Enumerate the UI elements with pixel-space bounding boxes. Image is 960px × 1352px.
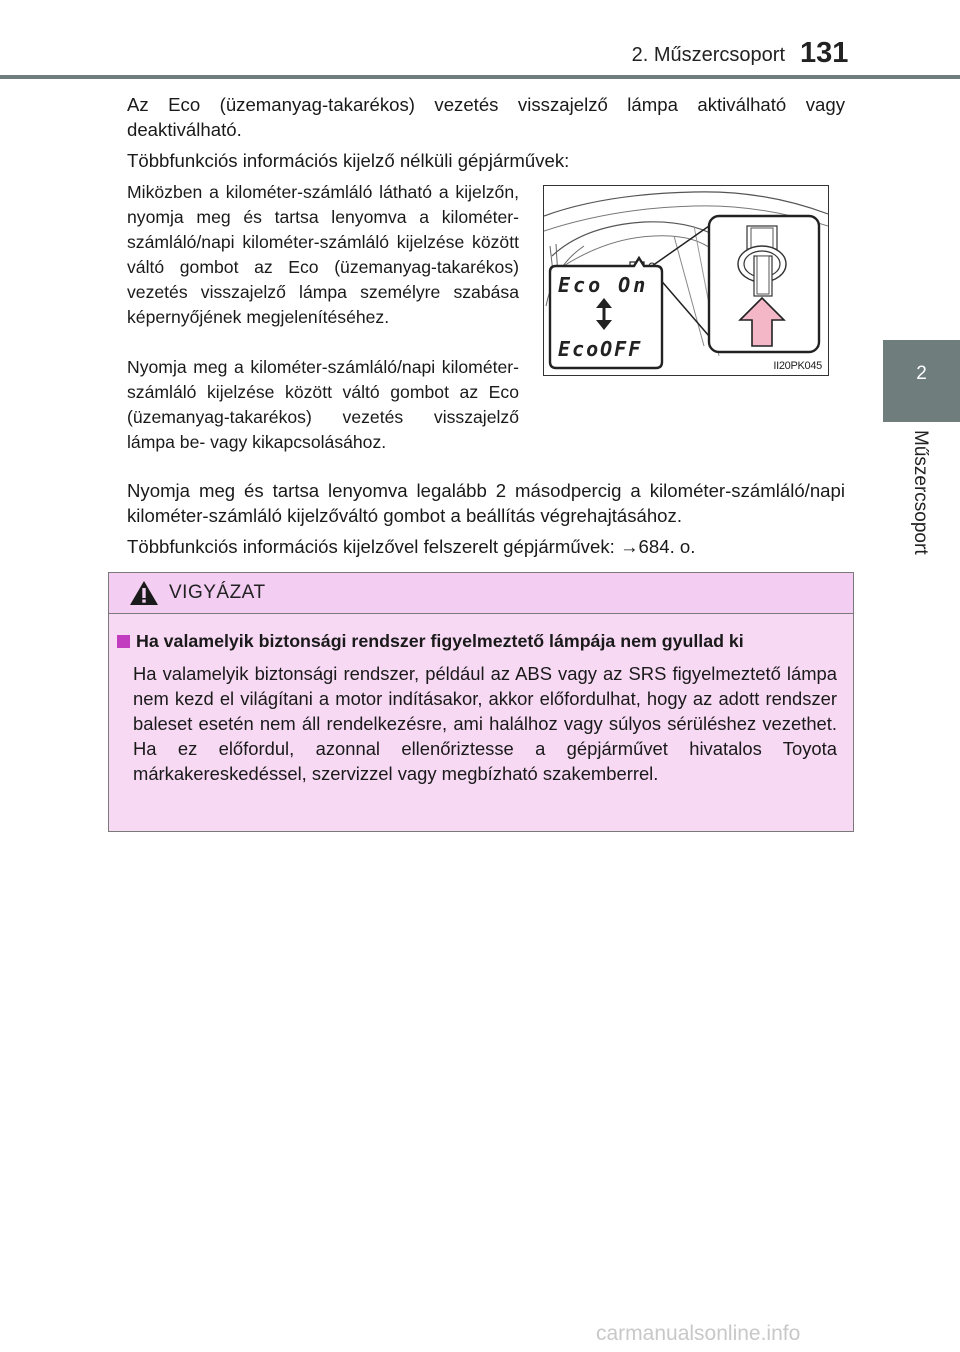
reference-arrow: → <box>619 536 639 557</box>
chapter-tab <box>883 340 960 422</box>
without-display-heading: Többfunkciós információs kijelző nélküli gépjárművek: <box>127 150 570 171</box>
caution-title: VIGYÁZAT <box>169 582 266 603</box>
caution-subtitle-text: Ha valamelyik biztonsági rendszer figyelmeztető lámpája nem gyullad ki <box>136 631 744 651</box>
caution-box <box>108 572 854 832</box>
figure-code: II20PK045 <box>773 360 822 372</box>
chapter-label: Műszercsoport <box>910 430 931 555</box>
section-title: 2. Műszercsoport <box>631 44 785 66</box>
hold-instruction: Nyomja meg és tartsa lenyomva legalább 2 másodpercig a kilométer-számláló/napi kilométer-számláló kijelzőváltó gombot a beállítás végrehajtásához. <box>127 480 845 526</box>
page-reference-link[interactable]: 684. o. <box>638 536 696 557</box>
instruction-column-2: Nyomja meg a kilométer-számláló/napi kilométer-számláló kijelzése között váltó gombot az Eco (üzemanyag-takarékos) vezetés visszajelző lámpa be- vagy kikapcsolásához. <box>127 357 519 452</box>
warning-triangle-icon <box>129 580 159 606</box>
square-bullet-icon <box>117 635 130 648</box>
caution-header <box>109 573 853 614</box>
intro-paragraph: Az Eco (üzemanyag-takarékos) vezetés visszajelző lámpa aktiválható vagy deaktiválható. <box>127 94 845 140</box>
caution-subtitle <box>117 631 744 652</box>
chapter-number: 2 <box>916 363 927 384</box>
instruction-column-1: Miközben a kilométer-számláló látható a kijelzőn, nyomja meg és tartsa lenyomva a kilométer-számláló/napi kilométer-számláló kijelzése között váltó gombot az Eco (üzemanyag-takarékos) vezetés visszajelző lámpa személyre szabása képernyőjének megjelenítéséhez. <box>127 182 519 327</box>
figure-illustration <box>544 186 828 375</box>
eco-display-figure <box>543 185 829 376</box>
watermark: carmanualsonline.info <box>596 1322 801 1345</box>
caution-body <box>109 614 853 831</box>
display-on-text: Eco On <box>558 273 649 297</box>
chapter-label-container <box>875 430 960 580</box>
page-number: 131 <box>800 37 849 69</box>
header-rule <box>0 75 960 79</box>
with-display-text: Többfunkciós információs kijelzővel felszerelt gépjárművek: <box>127 536 620 557</box>
caution-text: Ha valamelyik biztonsági rendszer, például az ABS vagy az SRS figyelmeztető lámpa nem kezd el világítani a motor indításakor, akkor előfordulhat, hogy az adott rendszer baleset esetén nem áll rendelkezésre, ami halálhoz vagy súlyos sérüléshez vezethet. Ha ez előfordul, azonnal ellenőriztesse a gépjárművet hivatalos Toyota márkakereskedéssel, szervizzel vagy megbízható szakemberrel. <box>133 663 837 784</box>
display-off-text: EcoOFF <box>558 337 643 361</box>
with-display-line <box>127 534 845 559</box>
